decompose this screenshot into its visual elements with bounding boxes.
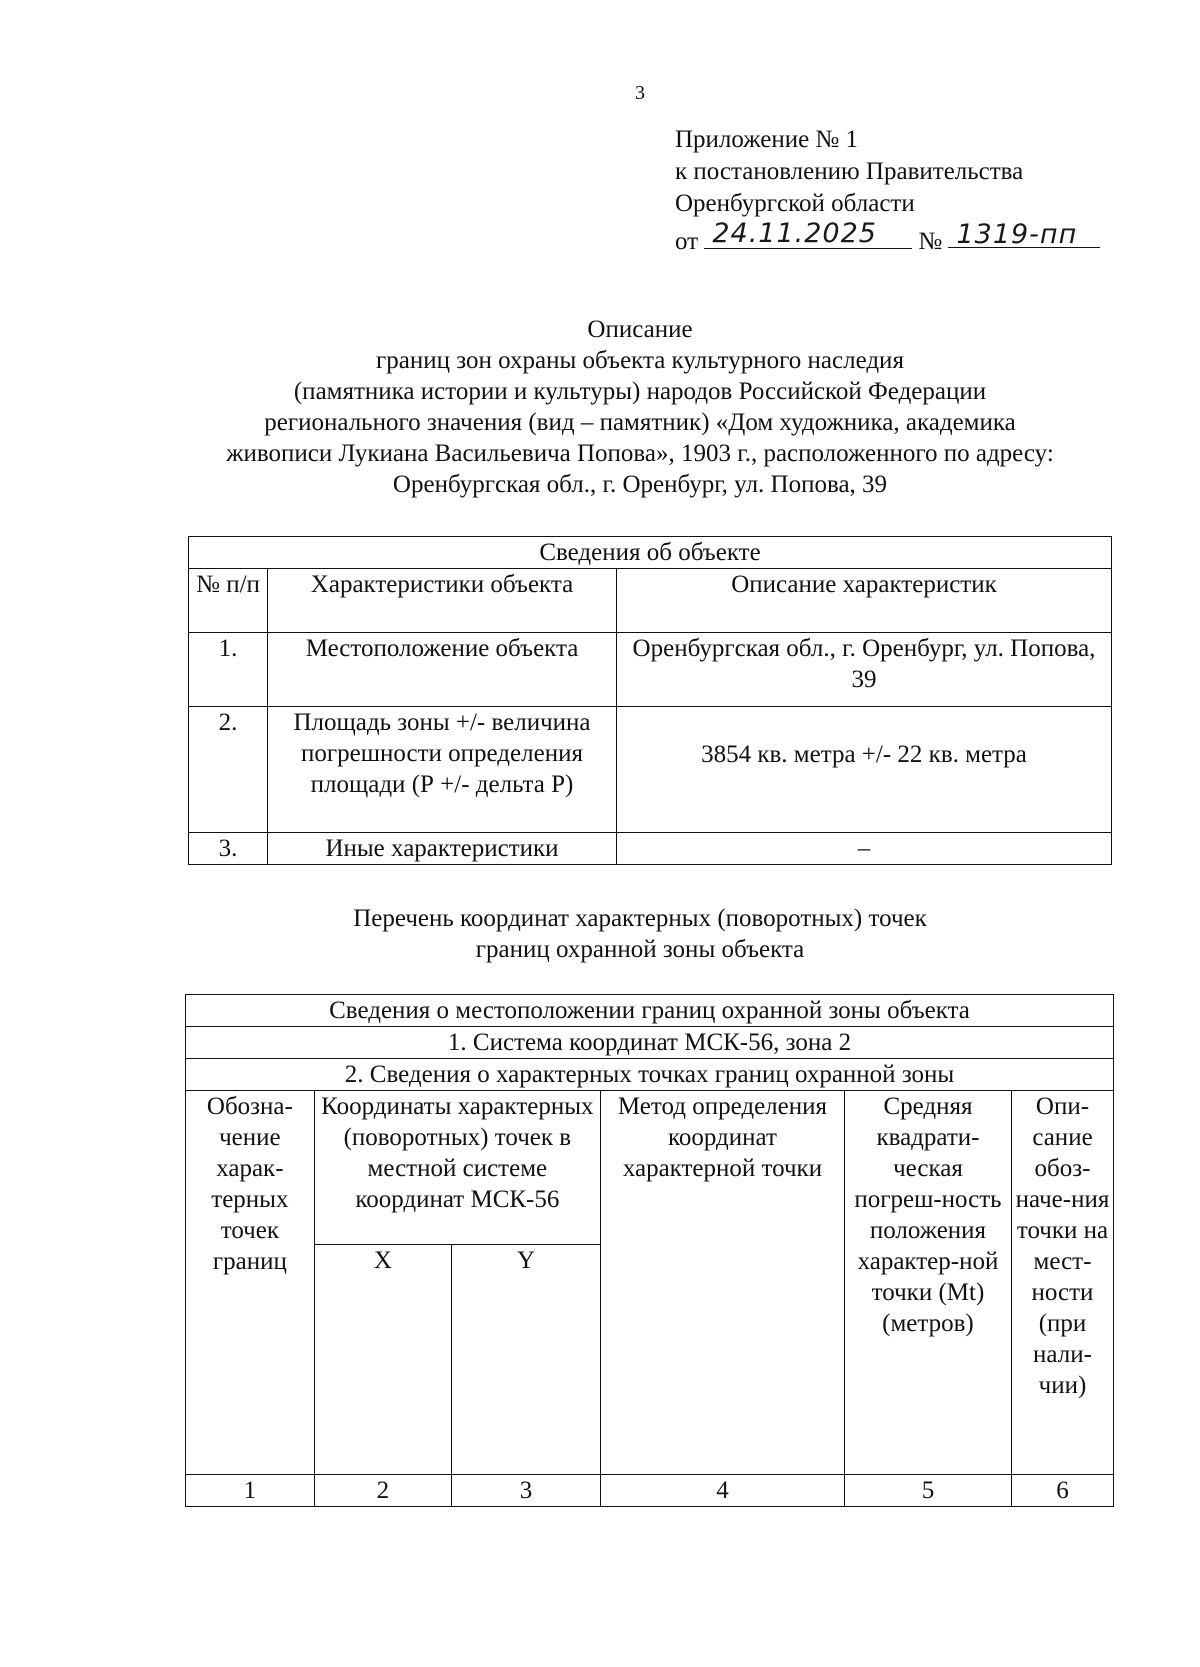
column-number: 6 [1011, 1475, 1113, 1507]
row-name: Иные характеристики [268, 833, 617, 865]
row-name: Местоположение объекта [268, 633, 617, 707]
number-prefix: № [918, 228, 943, 255]
document-title [160, 314, 1120, 500]
row-value: 3854 кв. метра +/- 22 кв. метра [617, 707, 1112, 833]
row-num: 3. [189, 833, 268, 865]
number-field [948, 221, 1086, 249]
title-line-3: (памятника истории и культуры) народов Российской Федерации [293, 378, 987, 405]
row-value: – [617, 833, 1112, 865]
row-value: Оренбургская обл., г. Оренбург, ул. Попова, 39 [617, 633, 1112, 707]
coordinates-table [185, 994, 1114, 1507]
handwritten-number: 1319-пп [956, 219, 1078, 250]
column-numbers-row [186, 1475, 1114, 1507]
list-title-line-2: границ охранной зоны объекта [475, 936, 805, 963]
column-number: 4 [600, 1475, 844, 1507]
header-description: Описание характеристик [617, 569, 1112, 633]
title-line-6: Оренбургская обл., г. Оренбург, ул. Попова, 39 [392, 471, 888, 498]
column-number: 2 [314, 1475, 451, 1507]
table-row [189, 833, 1112, 865]
object-table-caption: Сведения об объекте [189, 537, 1112, 569]
table-row [189, 707, 1112, 833]
column-number: 5 [844, 1475, 1011, 1507]
date-prefix: от [675, 228, 699, 255]
header-num: № п/п [189, 569, 268, 633]
table-row [189, 633, 1112, 707]
title-line-4: регионального значения (вид – памятник) «Дом художника, академика [264, 409, 1016, 436]
object-info-table [188, 536, 1112, 865]
handwritten-date: 24.11.2025 [712, 218, 877, 249]
appendix-line-3: Оренбургской области [675, 190, 915, 217]
column-number: 3 [452, 1475, 601, 1507]
appendix-block [675, 124, 1095, 258]
appendix-line-1: Приложение № 1 [675, 126, 859, 153]
coordinates-list-title [160, 903, 1120, 965]
header-error: Средняя квадрати-ческая погреш-ность положения характер-ной точки (Mt) (метров) [844, 1091, 1011, 1475]
title-line-2: границ зон охраны объекта культурного наследия [376, 347, 904, 374]
row-name: Площадь зоны +/- величина погрешности определения площади (Р +/- дельта Р) [268, 707, 617, 833]
column-number: 1 [186, 1475, 315, 1507]
number-underline [948, 247, 1100, 248]
coord-table-caption: Сведения о местоположении границ охранной зоны объекта [186, 995, 1114, 1027]
row-num: 1. [189, 633, 268, 707]
header-x: X [314, 1245, 451, 1475]
header-method: Метод определения координат характерной точки [600, 1091, 844, 1475]
row-num: 2. [189, 707, 268, 833]
header-y: Y [452, 1245, 601, 1475]
page-number: 3 [635, 82, 645, 104]
header-characteristics: Характеристики объекта [268, 569, 617, 633]
header-designation: Обозна-чение харак-терных точек границ [186, 1091, 315, 1475]
title-line-1: Описание [587, 316, 693, 343]
header-coordinates: Координаты характерных (поворотных) точек в местной системе координат МСК-56 [314, 1091, 600, 1245]
date-field [704, 220, 912, 249]
list-title-line-1: Перечень координат характерных (поворотных) точек [353, 905, 927, 932]
coord-system: 1. Система координат МСК-56, зона 2 [186, 1027, 1114, 1059]
title-line-5: живописи Лукиана Васильевича Попова», 1903 г., расположенного по адресу: [226, 440, 1054, 467]
appendix-date-line [675, 220, 1095, 258]
appendix-line-2: к постановлению Правительства [675, 158, 1024, 185]
header-point-description: Опи-сание обоз-наче-ния точки на мест-ности (при нали-чии) [1011, 1091, 1113, 1475]
coord-section: 2. Сведения о характерных точках границ охранной зоны [186, 1059, 1114, 1091]
